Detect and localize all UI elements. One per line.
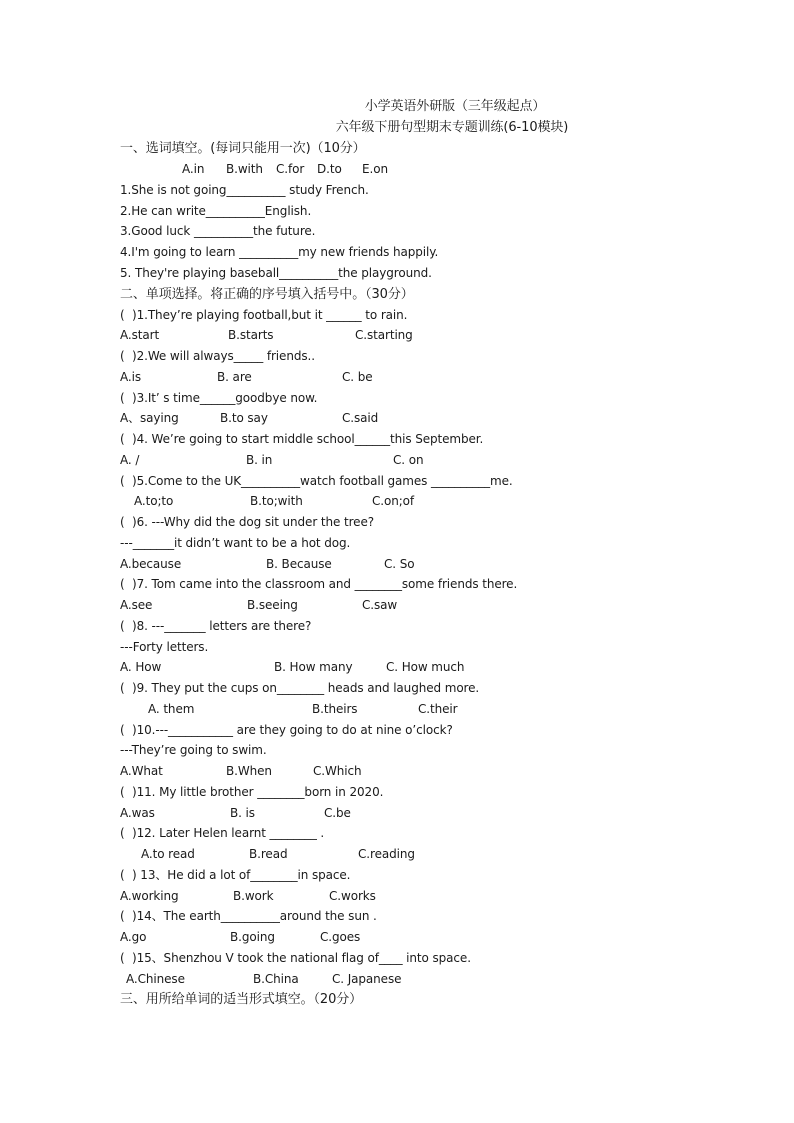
option: C. How much: [386, 660, 465, 675]
answer-paren: (: [120, 390, 125, 405]
question-stem: )1.They’re playing football,but it ______ to rain.: [132, 307, 408, 322]
option-row: [120, 367, 720, 388]
answer-paren: (: [120, 681, 125, 695]
fill-question: 2.He can write__________English.: [120, 203, 312, 218]
option: A.see: [120, 598, 153, 612]
answer-paren: (: [120, 950, 125, 965]
option-row: [120, 803, 720, 824]
option: A.because: [120, 556, 182, 571]
option: C.on;of: [372, 494, 415, 509]
option-row: [120, 844, 720, 865]
answer-paren: (: [120, 867, 125, 882]
answer-paren: (: [120, 432, 125, 446]
choice-question: [120, 305, 720, 326]
option-row: [120, 969, 720, 990]
option-row: [120, 927, 720, 948]
choice-question: [120, 678, 720, 699]
part2-heading: 二、单项选择。将正确的序号填入括号中。（30分）: [120, 286, 414, 302]
choice-question: [120, 429, 720, 450]
option: B.work: [233, 888, 274, 903]
option: A、saying: [120, 411, 179, 426]
option: A.start: [120, 328, 160, 343]
choice-question: [120, 865, 720, 886]
option: C.works: [329, 888, 376, 903]
option: B.seeing: [247, 598, 298, 612]
question-stem: )15、Shenzhou V took the national flag of____ into space.: [132, 950, 471, 965]
option-row: [120, 595, 720, 616]
fill-question: 4.I'm going to learn __________my new friends happily.: [120, 245, 439, 259]
question-stem: )9. They put the cups on________ heads and laughed more.: [132, 681, 480, 695]
option: A.What: [120, 764, 163, 778]
word-bank: [120, 159, 720, 180]
option: A.to;to: [134, 494, 174, 509]
question-stem: )5.Come to the UK__________watch football games __________me.: [132, 473, 513, 488]
option-row: [120, 699, 720, 720]
choice-question: [120, 346, 720, 367]
option: C.said: [342, 411, 379, 426]
answer-paren: (: [120, 577, 125, 592]
option: A.Chinese: [126, 971, 185, 986]
worksheet: [120, 96, 720, 1010]
choice-question: [120, 388, 720, 409]
choice-question: [120, 616, 720, 637]
part3-heading: 三、用所给单词的适当形式填空。（20分）: [120, 992, 363, 1008]
option: B.read: [249, 847, 288, 861]
option: A.is: [120, 369, 141, 384]
answer-paren: (: [120, 515, 125, 529]
question-stem: ) 13、He did a lot of________in space.: [132, 867, 351, 882]
fill-question: 1.She is not going__________ study French.: [120, 182, 369, 197]
option: A.to read: [141, 847, 195, 861]
option: B.starts: [228, 328, 274, 343]
dialogue-answer: ---Forty letters.: [120, 639, 209, 654]
option-row: [120, 886, 720, 907]
question-stem: )2.We will always_____ friends..: [132, 349, 315, 363]
option: B. is: [230, 805, 255, 820]
option-row: [120, 325, 720, 346]
choice-question: [120, 948, 720, 969]
question-stem: )7. Tom came into the classroom and ________some friends there.: [132, 577, 518, 592]
worksheet-title: 小学英语外研版（三年级起点）: [364, 99, 546, 114]
option-row: [120, 491, 720, 512]
answer-paren: (: [120, 909, 125, 924]
fill-question: 3.Good luck __________the future.: [120, 224, 316, 239]
option: B.to;with: [250, 494, 303, 509]
option: C. Japanese: [332, 971, 402, 986]
option: B. How many: [274, 660, 353, 675]
word-bank-item: B.with: [226, 162, 263, 176]
option: A. them: [148, 701, 195, 716]
question-stem: )8. ---_______ letters are there?: [132, 618, 312, 633]
choice-question: [120, 906, 720, 927]
option: B. in: [246, 452, 273, 467]
option: C. So: [384, 556, 415, 571]
option: A.working: [120, 888, 179, 903]
option: C.saw: [362, 598, 398, 612]
option: B.going: [230, 930, 275, 944]
option: A. How: [120, 660, 162, 675]
option: C.Which: [313, 764, 362, 778]
choice-question: [120, 471, 720, 492]
option: B. Because: [266, 556, 332, 571]
option: A. /: [120, 452, 140, 467]
option-row: [120, 657, 720, 678]
option-row: [120, 408, 720, 429]
question-stem: )10.---___________ are they going to do at nine o’clock?: [132, 722, 453, 737]
option: C.reading: [358, 847, 415, 861]
question-stem: )3.It’ s time______goodbye now.: [132, 390, 318, 405]
option: C. be: [342, 369, 373, 384]
answer-paren: (: [120, 722, 125, 737]
choice-question: [120, 512, 720, 533]
answer-paren: (: [120, 473, 125, 488]
option: C. on: [393, 452, 424, 467]
word-bank-item: E.on: [362, 162, 388, 176]
part1-heading: 一、选词填空。(每词只能用一次)（10分）: [120, 141, 366, 156]
option-row: [120, 761, 720, 782]
question-stem: )14、The earth__________around the sun .: [132, 909, 377, 924]
choice-question: [120, 720, 720, 741]
choice-question: [120, 823, 720, 844]
option: B.China: [253, 971, 299, 986]
worksheet-subtitle: 六年级下册句型期末专题训练(6-10模块): [335, 120, 569, 135]
option: B.to say: [220, 411, 268, 426]
option: C.starting: [355, 328, 413, 343]
question-stem: )4. We’re going to start middle school______this September.: [132, 432, 484, 446]
question-stem: )11. My little brother ________born in 2020.: [132, 784, 384, 799]
choice-question: [120, 574, 720, 595]
option: C.goes: [320, 930, 361, 944]
answer-paren: (: [120, 826, 125, 841]
option: B.theirs: [312, 701, 358, 716]
answer-paren: (: [120, 618, 125, 633]
answer-paren: (: [120, 307, 125, 322]
option: B. are: [217, 369, 252, 384]
answer-paren: (: [120, 784, 125, 799]
answer-paren: (: [120, 349, 125, 363]
choice-question: [120, 782, 720, 803]
option-row: [120, 450, 720, 471]
dialogue-answer: ---_______it didn’t want to be a hot dog.: [120, 535, 351, 550]
dialogue-answer: ---They’re going to swim.: [120, 743, 267, 758]
option: A.was: [120, 805, 155, 820]
fill-question: 5. They're playing baseball__________the playground.: [120, 265, 432, 280]
question-stem: )12. Later Helen learnt ________ .: [132, 826, 325, 841]
option: C.be: [324, 805, 351, 820]
word-bank-item: A.in: [182, 162, 205, 176]
option: C.their: [418, 701, 458, 716]
option: A.go: [120, 930, 147, 944]
option-row: [120, 554, 720, 575]
word-bank-item: D.to: [317, 162, 342, 176]
question-stem: )6. ---Why did the dog sit under the tree?: [132, 515, 374, 529]
word-bank-item: C.for: [276, 162, 305, 176]
option: B.When: [226, 764, 272, 778]
